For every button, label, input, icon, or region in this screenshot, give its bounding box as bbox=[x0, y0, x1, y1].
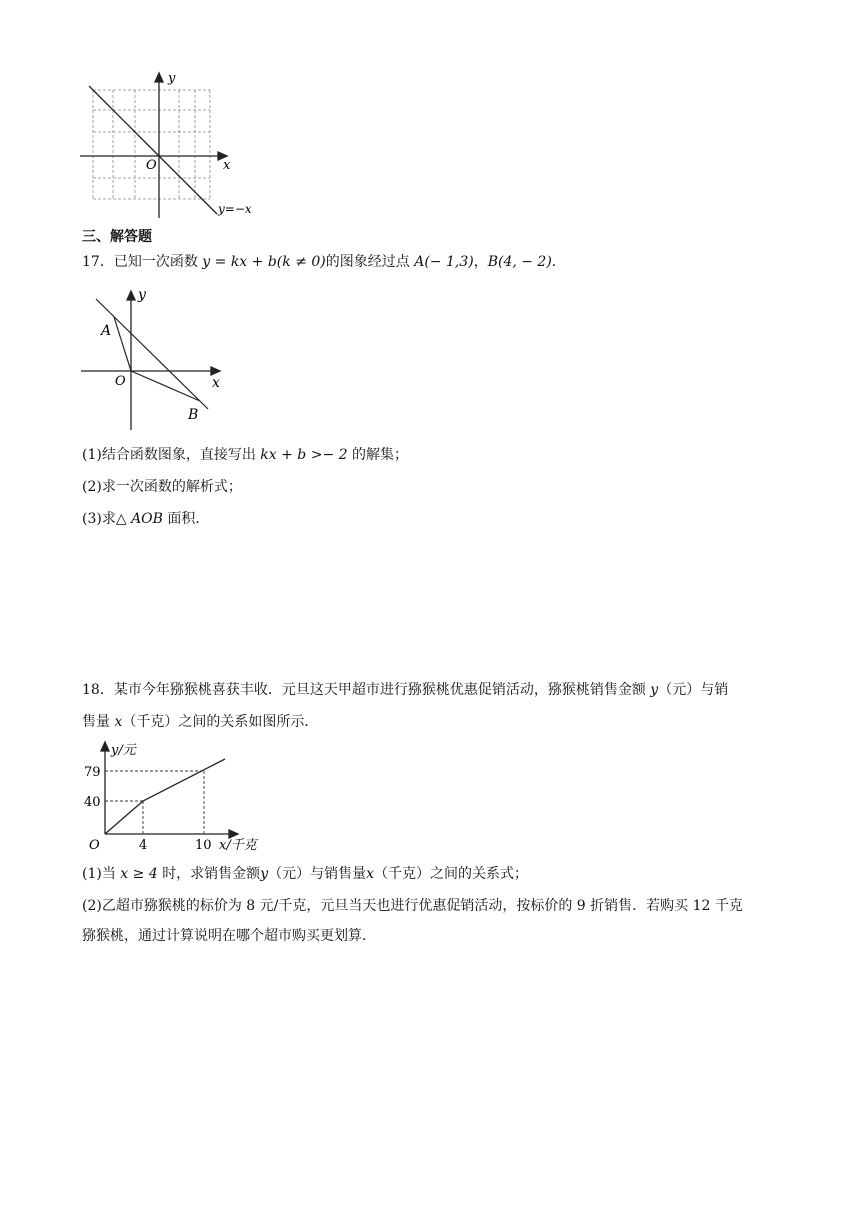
line-label: y=−x bbox=[218, 202, 252, 216]
q18-xtick-10: 10 bbox=[195, 838, 212, 853]
q17-part-1 bbox=[82, 445, 408, 465]
q17-stem-prefix: 已知一次函数 bbox=[113, 254, 198, 270]
q17-sep: ， bbox=[473, 254, 488, 270]
q18-part1-var-x: x bbox=[366, 866, 375, 882]
q18-sales-line bbox=[105, 759, 225, 834]
q18-line2-start: 售量 bbox=[82, 714, 110, 730]
q17-part-3 bbox=[82, 509, 209, 529]
figure-q18-sales-graph bbox=[78, 738, 278, 854]
q17-point-b: B(4, − 2) bbox=[487, 254, 552, 270]
q17-stem bbox=[82, 252, 566, 272]
figure-q17-triangle bbox=[78, 285, 228, 433]
q18-part1-prefix: (1)当 bbox=[82, 866, 116, 882]
q18-part1-mid2: （元）与销售量 bbox=[268, 866, 367, 882]
q17-lines bbox=[96, 299, 208, 409]
q18-part-2-line-2: 猕猴桃，通过计算说明在哪个超市购买更划算． bbox=[82, 928, 376, 944]
q18-part-1 bbox=[82, 864, 528, 884]
q17-stem-end: ． bbox=[551, 254, 566, 270]
section-title: 三、解答题 bbox=[82, 229, 152, 245]
q18-x-label: x/千克 bbox=[219, 838, 257, 853]
q17-part1-formula: kx + b >− 2 bbox=[260, 447, 348, 463]
q18-line2-var: x bbox=[114, 714, 123, 730]
y-axis-label: y bbox=[168, 71, 176, 86]
q18-part1-end: （千克）之间的关系式； bbox=[374, 866, 529, 882]
q17-stem-mid: 的图象经过点 bbox=[325, 254, 410, 270]
q17-part-2 bbox=[82, 477, 242, 497]
q18-ytick-79: 79 bbox=[84, 765, 101, 780]
q17-stem-formula: y = kx + b(k ≠ 0) bbox=[202, 254, 326, 270]
q18-dashed-guides bbox=[105, 771, 204, 834]
q17-part1-prefix: (1)结合函数图象，直接写出 bbox=[82, 447, 256, 463]
q17-number: 17． bbox=[82, 254, 114, 270]
q18-part1-var-y: y bbox=[260, 866, 269, 882]
q18-part1-mid: 时，求销售金额 bbox=[162, 866, 261, 882]
q17-part3-formula: AOB bbox=[131, 511, 163, 527]
axes bbox=[80, 73, 227, 218]
dashed-grid bbox=[93, 90, 210, 199]
q18-ytick-40: 40 bbox=[84, 795, 101, 810]
q18-part-2-line-1: (2)乙超市猕猴桃的标价为 8 元/千克，元旦当天也进行优惠促销活动，按标价的 9 折销售．若购买 12 千克 bbox=[82, 898, 743, 914]
line-y-equals-neg-x bbox=[89, 86, 217, 214]
q17-point-a: A(− 1,3) bbox=[414, 254, 474, 270]
q18-line1-end: （元）与销 bbox=[658, 682, 729, 698]
q18-y-label: y/元 bbox=[111, 743, 136, 758]
q17-axes bbox=[81, 291, 220, 430]
q17-x-label: x bbox=[212, 375, 220, 391]
q18-xtick-4: 4 bbox=[139, 838, 148, 853]
q17-y-label: y bbox=[138, 287, 146, 303]
q17-part3-prefix: (3)求△ bbox=[82, 511, 127, 527]
q18-line-1 bbox=[82, 680, 728, 700]
origin-label: O bbox=[146, 158, 157, 173]
q18-line-2 bbox=[82, 712, 318, 732]
q17-part1-suffix: 的解集； bbox=[352, 447, 408, 463]
q18-part1-formula: x ≥ 4 bbox=[120, 866, 158, 882]
q17-part3-suffix: 面积． bbox=[167, 511, 210, 527]
q17-point-b-label: B bbox=[188, 407, 199, 423]
q17-origin-label: O bbox=[115, 374, 126, 389]
figure-y-equals-neg-x bbox=[75, 68, 265, 223]
x-axis-label: x bbox=[223, 158, 231, 173]
q18-line2-end: （千克）之间的关系如图所示． bbox=[122, 714, 319, 730]
q18-origin-label: O bbox=[89, 838, 100, 853]
q17-point-a-label: A bbox=[101, 323, 112, 339]
q18-line1-text: 某市今年猕猴桃喜获丰收．元旦这天甲超市进行猕猴桃优惠促销活动，猕猴桃销售金额 bbox=[113, 682, 646, 698]
q18-line1-var: y bbox=[650, 682, 659, 698]
q18-number: 18． bbox=[82, 682, 114, 698]
q17-part2-text: (2)求一次函数的解析式； bbox=[82, 479, 242, 495]
